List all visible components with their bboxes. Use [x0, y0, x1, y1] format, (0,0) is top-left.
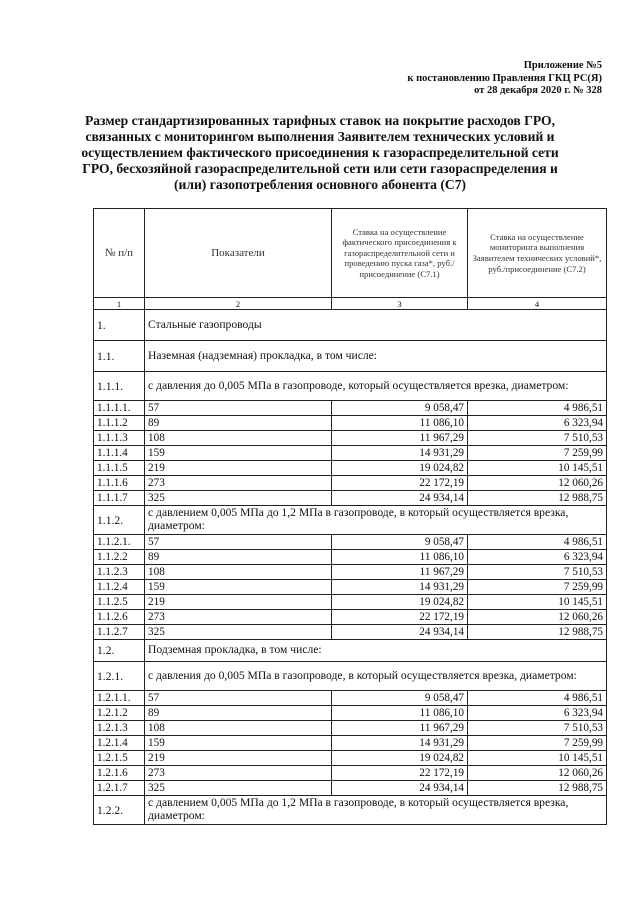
- column-header-number: № п/п: [94, 209, 145, 298]
- row-code: 1.2.: [94, 640, 145, 662]
- section-label: Подземная прокладка, в том числе:: [145, 640, 607, 662]
- monitoring-rate-value: 10 145,51: [468, 751, 607, 766]
- pipe-diameter: 108: [145, 565, 332, 580]
- row-code: 1.1.1.1.: [94, 401, 145, 416]
- pipe-diameter: 89: [145, 706, 332, 721]
- column-number-row: [94, 298, 607, 310]
- monitoring-rate-value: 7 510,53: [468, 431, 607, 446]
- pipe-diameter: 325: [145, 625, 332, 640]
- column-header-indicators: Показатели: [145, 209, 332, 298]
- connection-rate-value: 9 058,47: [332, 401, 468, 416]
- section-row: [94, 662, 607, 691]
- table-row: [94, 766, 607, 781]
- appendix-reference: [407, 60, 602, 98]
- pipe-diameter: 273: [145, 476, 332, 491]
- monitoring-rate-value: 12 988,75: [468, 781, 607, 796]
- table-row: [94, 476, 607, 491]
- row-code: 1.1.1.6: [94, 476, 145, 491]
- pipe-diameter: 57: [145, 535, 332, 550]
- connection-rate-value: 11 086,10: [332, 550, 468, 565]
- connection-rate-value: 22 172,19: [332, 610, 468, 625]
- appendix-date: от 28 декабря 2020 г. № 328: [474, 85, 602, 97]
- pipe-diameter: 57: [145, 401, 332, 416]
- pipe-diameter: 273: [145, 610, 332, 625]
- section-row: [94, 506, 607, 535]
- row-code: 1.2.1.1.: [94, 691, 145, 706]
- column-number: 1: [94, 298, 145, 310]
- connection-rate-value: 11 967,29: [332, 565, 468, 580]
- row-code: 1.1.1.5: [94, 461, 145, 476]
- monitoring-rate-value: 4 986,51: [468, 401, 607, 416]
- section-label: с давлением 0,005 МПа до 1,2 МПа в газопроводе, в который осуществляется врезка, диаметром:: [145, 796, 607, 825]
- pipe-diameter: 325: [145, 491, 332, 506]
- tariff-table: [93, 208, 607, 825]
- table-row: [94, 736, 607, 751]
- table-row: [94, 721, 607, 736]
- document-title: Размер стандартизированных тарифных ставок на покрытие расходов ГРО, связанных с мониторингом выполнения Заявителем технических условий и осуществлением фактического присоединения к газораспределительной сети ГРО, бесхозяйной газораспределительной сети или сети газораспределения и (или) газопотребления основного абонента (С7): [81, 113, 559, 192]
- connection-rate-value: 14 931,29: [332, 580, 468, 595]
- pipe-diameter: 325: [145, 781, 332, 796]
- section-label: с давления до 0,005 МПа в газопроводе, в который осуществляется врезка, диаметром:: [145, 662, 607, 691]
- row-code: 1.2.1.3: [94, 721, 145, 736]
- table-row: [94, 535, 607, 550]
- monitoring-rate-value: 6 323,94: [468, 416, 607, 431]
- connection-rate-value: 24 934,14: [332, 781, 468, 796]
- connection-rate-value: 11 086,10: [332, 706, 468, 721]
- row-code: 1.2.1.5: [94, 751, 145, 766]
- table-header-row: [94, 209, 607, 298]
- connection-rate-value: 11 967,29: [332, 431, 468, 446]
- connection-rate-value: 24 934,14: [332, 625, 468, 640]
- section-label: с давлением 0,005 МПа до 1,2 МПа в газопроводе, в который осуществляется врезка, диаметром:: [145, 506, 607, 535]
- monitoring-rate-value: 7 510,53: [468, 565, 607, 580]
- pipe-diameter: 219: [145, 461, 332, 476]
- monitoring-rate-value: 4 986,51: [468, 535, 607, 550]
- row-code: 1.1.1.7: [94, 491, 145, 506]
- row-code: 1.1.1.4: [94, 446, 145, 461]
- monitoring-rate-value: 10 145,51: [468, 461, 607, 476]
- connection-rate-value: 9 058,47: [332, 691, 468, 706]
- connection-rate-value: 11 086,10: [332, 416, 468, 431]
- table-row: [94, 706, 607, 721]
- table-row: [94, 781, 607, 796]
- table-row: [94, 595, 607, 610]
- row-code: 1.1.2.2: [94, 550, 145, 565]
- monitoring-rate-value: 12 060,26: [468, 610, 607, 625]
- section-row: [94, 640, 607, 662]
- connection-rate-value: 19 024,82: [332, 595, 468, 610]
- monitoring-rate-value: 7 259,99: [468, 446, 607, 461]
- row-code: 1.2.1.6: [94, 766, 145, 781]
- row-code: 1.1.2.: [94, 506, 145, 535]
- pipe-diameter: 57: [145, 691, 332, 706]
- column-number: 4: [468, 298, 607, 310]
- appendix-resolution: к постановлению Правления ГКЦ РС(Я): [407, 72, 602, 84]
- connection-rate-value: 24 934,14: [332, 491, 468, 506]
- table-row: [94, 401, 607, 416]
- column-number: 3: [332, 298, 468, 310]
- monitoring-rate-value: 6 323,94: [468, 550, 607, 565]
- pipe-diameter: 159: [145, 736, 332, 751]
- row-code: 1.1.2.4: [94, 580, 145, 595]
- table-row: [94, 610, 607, 625]
- section-row: [94, 372, 607, 401]
- connection-rate-value: 11 967,29: [332, 721, 468, 736]
- table-row: [94, 751, 607, 766]
- section-row: [94, 796, 607, 825]
- row-code: 1.2.1.2: [94, 706, 145, 721]
- monitoring-rate-value: 10 145,51: [468, 595, 607, 610]
- section-label: Стальные газопроводы: [145, 310, 607, 341]
- row-code: 1.1.2.3: [94, 565, 145, 580]
- pipe-diameter: 159: [145, 446, 332, 461]
- pipe-diameter: 108: [145, 721, 332, 736]
- section-row: [94, 310, 607, 341]
- row-code: 1.2.2.: [94, 796, 145, 825]
- connection-rate-value: 14 931,29: [332, 446, 468, 461]
- connection-rate-value: 22 172,19: [332, 766, 468, 781]
- column-header-connection-rate: Ставка на осуществление фактического присоединения к газораспределительной сети и проведению пуска газа*, руб./присоединение (С7.1): [332, 209, 468, 298]
- table-row: [94, 691, 607, 706]
- appendix-number: Приложение №5: [523, 60, 602, 71]
- section-row: [94, 341, 607, 372]
- monitoring-rate-value: 6 323,94: [468, 706, 607, 721]
- column-number: 2: [145, 298, 332, 310]
- column-header-monitoring-rate: Ставка на осуществление мониторинга выполнения Заявителем технических условий*, руб./присоединение (С7.2): [468, 209, 607, 298]
- row-code: 1.1.1.2: [94, 416, 145, 431]
- table-row: [94, 625, 607, 640]
- connection-rate-value: 22 172,19: [332, 476, 468, 491]
- pipe-diameter: 108: [145, 431, 332, 446]
- monitoring-rate-value: 7 259,99: [468, 736, 607, 751]
- row-code: 1.1.2.5: [94, 595, 145, 610]
- table-row: [94, 431, 607, 446]
- connection-rate-value: 9 058,47: [332, 535, 468, 550]
- pipe-diameter: 219: [145, 751, 332, 766]
- pipe-diameter: 273: [145, 766, 332, 781]
- table-row: [94, 416, 607, 431]
- table-row: [94, 491, 607, 506]
- row-code: 1.1.1.3: [94, 431, 145, 446]
- pipe-diameter: 159: [145, 580, 332, 595]
- monitoring-rate-value: 4 986,51: [468, 691, 607, 706]
- connection-rate-value: 19 024,82: [332, 751, 468, 766]
- row-code: 1.1.2.6: [94, 610, 145, 625]
- pipe-diameter: 219: [145, 595, 332, 610]
- row-code: 1.: [94, 310, 145, 341]
- row-code: 1.2.1.: [94, 662, 145, 691]
- row-code: 1.2.1.4: [94, 736, 145, 751]
- table-row: [94, 446, 607, 461]
- row-code: 1.1.2.7: [94, 625, 145, 640]
- section-label: с давления до 0,005 МПа в газопроводе, который осуществляется врезка, диаметром:: [145, 372, 607, 401]
- row-code: 1.1.: [94, 341, 145, 372]
- row-code: 1.1.2.1.: [94, 535, 145, 550]
- monitoring-rate-value: 12 060,26: [468, 766, 607, 781]
- row-code: 1.1.1.: [94, 372, 145, 401]
- monitoring-rate-value: 7 510,53: [468, 721, 607, 736]
- table-row: [94, 565, 607, 580]
- row-code: 1.2.1.7: [94, 781, 145, 796]
- table-row: [94, 461, 607, 476]
- connection-rate-value: 19 024,82: [332, 461, 468, 476]
- table-row: [94, 550, 607, 565]
- pipe-diameter: 89: [145, 550, 332, 565]
- connection-rate-value: 14 931,29: [332, 736, 468, 751]
- monitoring-rate-value: 12 988,75: [468, 491, 607, 506]
- section-label: Наземная (надземная) прокладка, в том числе:: [145, 341, 607, 372]
- monitoring-rate-value: 7 259,99: [468, 580, 607, 595]
- monitoring-rate-value: 12 060,26: [468, 476, 607, 491]
- monitoring-rate-value: 12 988,75: [468, 625, 607, 640]
- pipe-diameter: 89: [145, 416, 332, 431]
- table-row: [94, 580, 607, 595]
